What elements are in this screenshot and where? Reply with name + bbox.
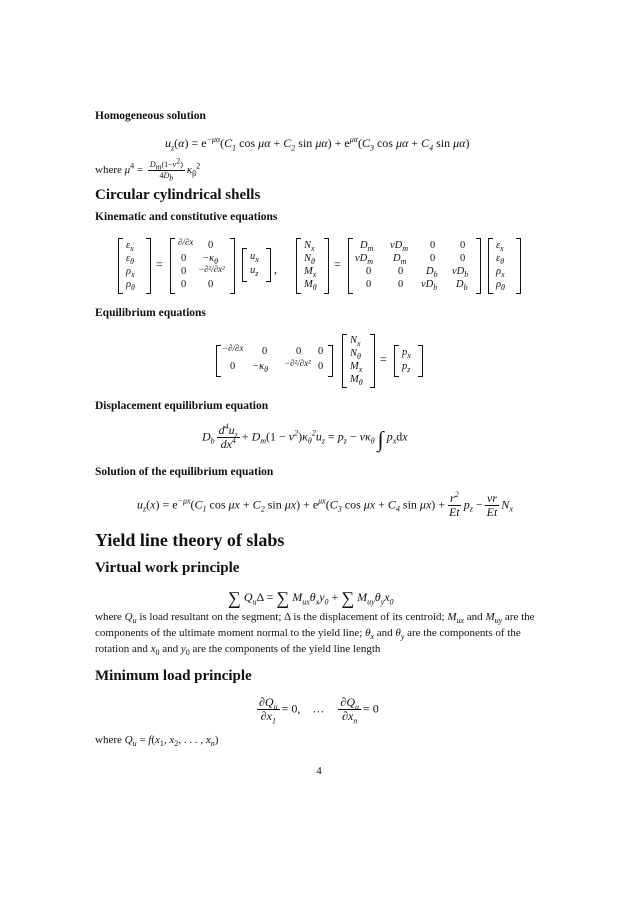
heading-yield-line: Yield line theory of slabs xyxy=(95,530,285,550)
mu-fraction: $\frac{D_m(1-\nu^2)}{4D_b}$ xyxy=(149,156,183,183)
page-number: 4 xyxy=(316,765,322,777)
heading-displacement-eq: Displacement equilibrium equation xyxy=(95,400,269,412)
heading-kinematic: Kinematic and constitutive equations xyxy=(95,211,278,223)
heading-homogeneous-solution: Homogeneous solution xyxy=(95,110,206,122)
where-mu-line: where $\mu^4$ = $\frac{D_m(1-\nu^2)}{4D_b}$ $\kappa_\beta^2$ xyxy=(95,156,201,183)
heading-equilibrium: Equilibrium equations xyxy=(95,307,206,319)
equation-solution: $u_z(x) = e^{-\mu x}(C_1$ $\cos \mu x + C_2$ $\sin \mu x) + e^{\mu x}(C_3$ $\cos \mu x + C_4$ sin μx) + $\frac{r^2}{Et}$ $p_z$ − $\frac{\nu r}{Et}$ $N_x$ xyxy=(137,490,513,519)
equation-displacement: $D_b$ $\frac{d^4u_z}{dx^4}$ + $D_m(1 - \nu^2)\kappa_\theta^2u_z = p_z - \nu\kappa_\theta$ ∫ $p_xdx$ xyxy=(202,422,408,452)
heading-minimum-load: Minimum load principle xyxy=(95,668,252,684)
document-page: Homogeneous solution $u_z(\alpha) = e^{-\mu\alpha}(C_1$ $\cos \mu\alpha + C_2$ $\sin \mu\alpha) + e^{\mu\alpha}(C_3$ $\cos \mu\alpha + C_4$ sin μα) where $\mu^4$ = $\frac{D_m(1-\nu^2)}{4D_b}$ $\kappa_\beta^2$ Circular cylindrical shells Kinematic and constitutive equations $\varepsilon_x$ $\varepsilon_\theta$ $\rho_x$ $\rho_\theta$ = ∂/∂x 0 0 $-\kappa_\theta$ 0 −∂²/∂x² 0 0 $u_x$ $u_z$ , $N_x$ $N_\theta$ $M_x$ $M_\theta$ = $D_m$ $\nu D_m$ 0 0 $\nu D_m$ $D_m$ 0 0 0 0 $D_b$ $\nu D_b$ 0 0 $\nu D_b$ $D_b$ $\varepsilon_x$ $\varepsilon_\theta$ $\rho_x$ $\rho_\theta$ Equilibrium equations −∂/∂x 0 0 0 0 $-\kappa_\theta$ −∂²/∂x² 0 $N_x$ $N_\theta$ $M_x$ $M_\theta$ = $p_x$ $p_z$ Displacement equilibrium equation $D_b$ $\frac{d^4u_z}{dx^4}$ + $D_m(1 - \nu^2)\kappa_\theta^2u_z = p_z - \nu\kappa_\theta$ ∫ $p_xdx$ Solution of the equilibrium equation $u_z(x) = e^{-\mu x}(C_1$ $\cos \mu x + C_2$ $\sin \mu x) + e^{\mu x}(C_3$ $\cos \mu x + C_4$ sin μx) + $\frac{r^2}{Et}$ $p_z$ − $\frac{\nu r}{Et}$ $N_x$ Yield line theory of slabs Virtual work principle ∑ $Q_u\Delta$ = ∑ $M_{ux}\theta_xy_0$ + ∑ $M_{uy}\theta_yx_0$ where $Q_u$ is load resultant on the segment; Δ is the displacement of its centroid; $M_{ux}$ and $M_{uy}$ are the components of the ultimate moment normal to the yield line; $\theta_x$ and $\theta_y$ are the components of the rotation and $x_0$ and $y_0$ are the components of the yield line length Minimum load principle $\frac{\partial Q_u}{\partial x_1}$ = 0, … $\frac{\partial Q_u}{\partial x_n}$ = 0 where $Q_u = f(x_1$, $x_2$, . . . , $x_n$) 4 xyxy=(0,0,638,902)
equation-homogeneous: $u_z(\alpha) = e^{-\mu\alpha}(C_1$ $\cos \mu\alpha + C_2$ $\sin \mu\alpha) + e^{\mu\alpha}(C_3$ $\cos \mu\alpha + C_4$ sin μα) xyxy=(165,135,470,153)
equation-virtual-work: ∑ $Q_u\Delta$ = ∑ $M_{ux}\theta_xy_0$ + ∑ $M_{uy}\theta_yx_0$ xyxy=(228,588,394,608)
equation-minimum-load: $\frac{\partial Q_u}{\partial x_1}$ = 0, … $\frac{\partial Q_u}{\partial x_n}$ = 0 xyxy=(259,695,379,726)
where-qu-function: where $Q_u = f(x_1$, $x_2$, . . . , $x_n$) xyxy=(95,734,219,749)
where-label: where xyxy=(95,164,122,177)
heading-virtual-work: Virtual work principle xyxy=(95,560,240,576)
heading-solution-eq: Solution of the equilibrium equation xyxy=(95,466,274,478)
virtual-work-explanation: where $Q_u$ is load resultant on the segment; Δ is the displacement of its centroid; $M_{ux}$ and $M_{uy}$ are the components of the ultimate moment normal to the yield line; $\theta_x$ and $\theta_y$ are the components of the rotation and $x_0$ and $y_0$ are the components of the yield line length xyxy=(95,611,535,658)
heading-circular-shells: Circular cylindrical shells xyxy=(95,187,261,203)
